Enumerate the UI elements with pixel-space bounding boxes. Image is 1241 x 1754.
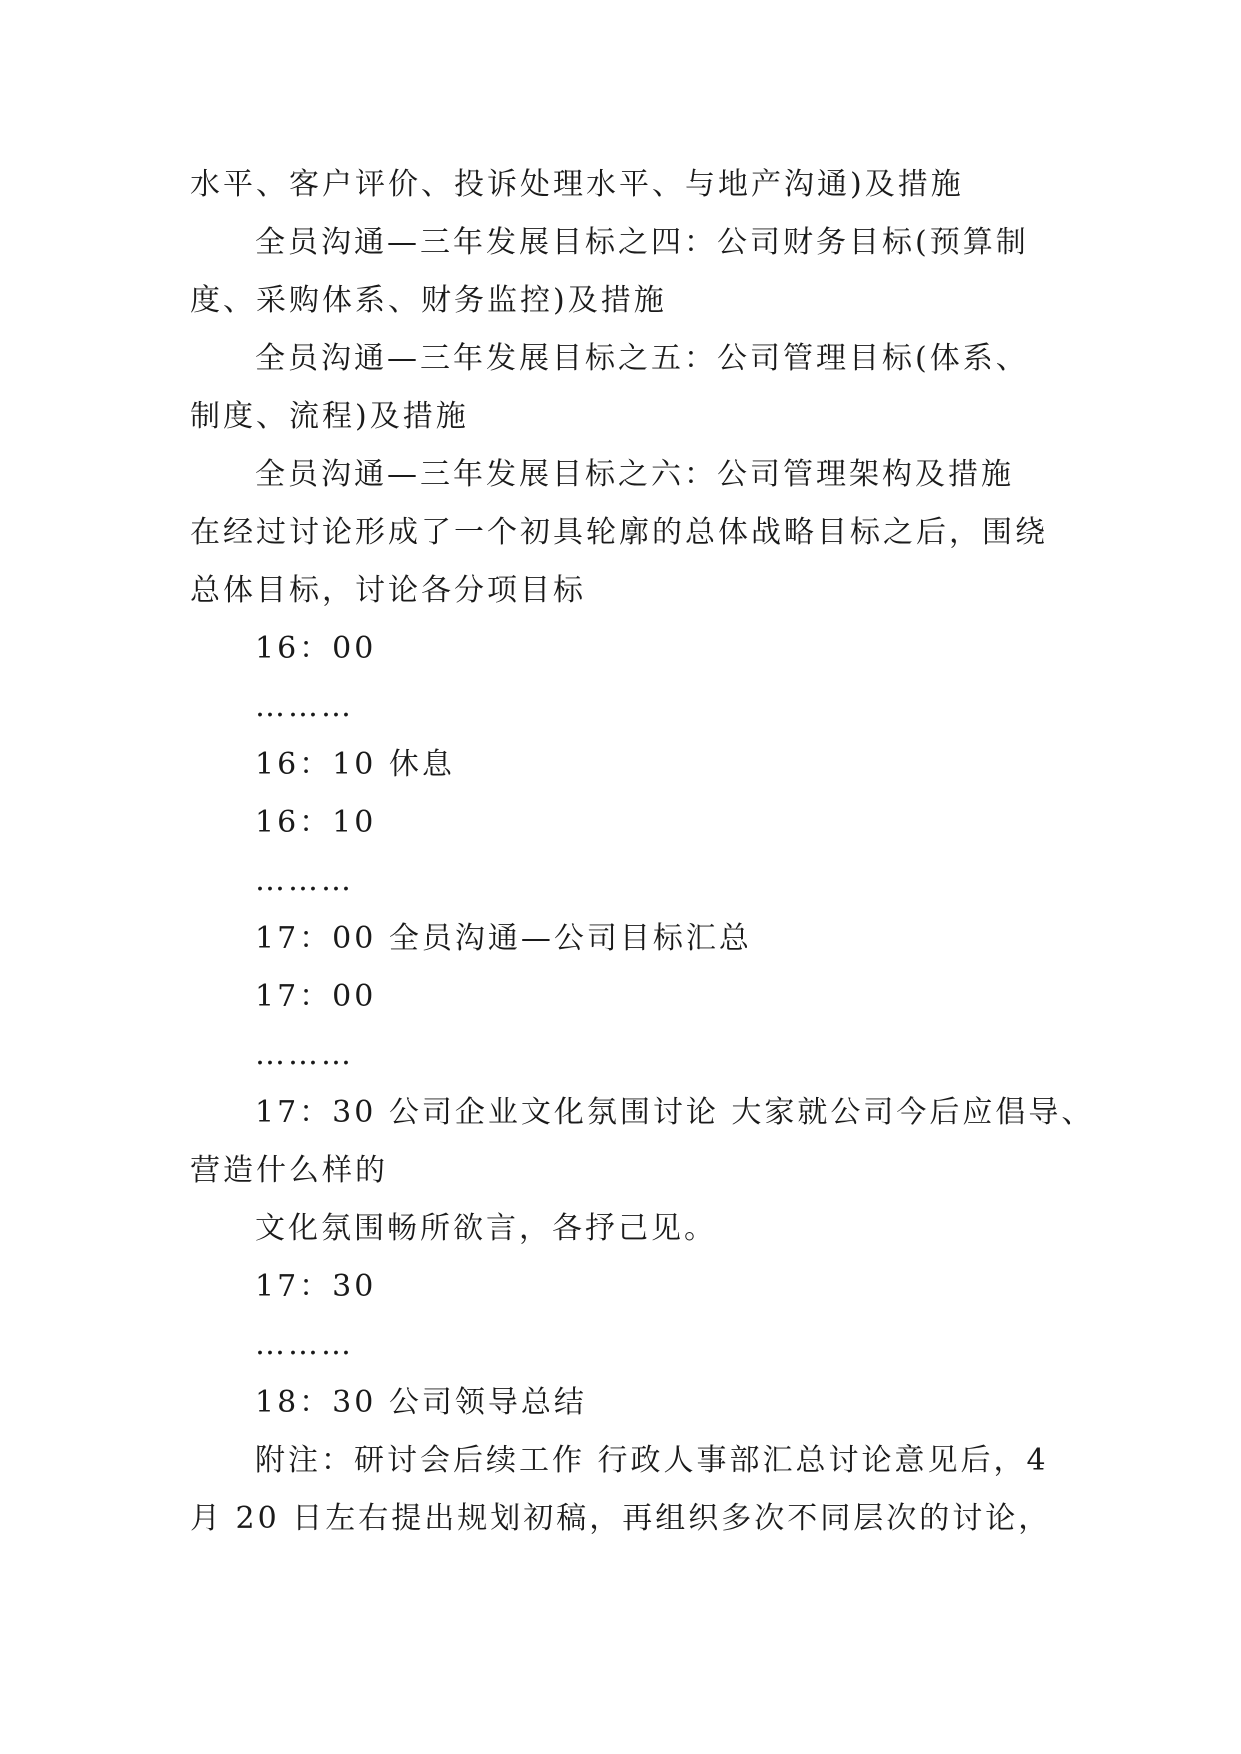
- text-line: 营造什么样的: [190, 1153, 388, 1188]
- text-line: 度、采购体系、财务监控)及措施: [190, 283, 667, 318]
- ellipsis-line: ………: [255, 1327, 354, 1362]
- text-line: 制度、流程)及措施: [190, 399, 469, 434]
- time-line: 16：10 休息: [255, 747, 455, 782]
- time-line: 17：30 公司企业文化氛围讨论 大家就公司今后应倡导、: [255, 1095, 1095, 1130]
- time-line: 16：10: [255, 805, 377, 840]
- ellipsis-line: ………: [255, 689, 354, 724]
- time-line: 16：00: [255, 631, 377, 666]
- ellipsis-line: ………: [255, 1037, 354, 1072]
- time-line: 18：30 公司领导总结: [255, 1385, 587, 1420]
- text-line: 总体目标，讨论各分项目标: [190, 573, 586, 608]
- text-line: 在经过讨论形成了一个初具轮廓的总体战略目标之后，围绕: [190, 515, 1048, 550]
- note-line: 附注：研讨会后续工作 行政人事部汇总讨论意见后，4: [255, 1443, 1049, 1478]
- time-line: 17：30: [255, 1269, 377, 1304]
- text-line: 水平、客户评价、投诉处理水平、与地产沟通)及措施: [190, 167, 964, 202]
- note-line: 月 20 日左右提出规划初稿，再组织多次不同层次的讨论，: [190, 1501, 1052, 1536]
- text-line: 全员沟通—三年发展目标之六：公司管理架构及措施: [255, 457, 1014, 492]
- time-line: 17：00 全员沟通—公司目标汇总: [255, 921, 752, 956]
- text-line: 文化氛围畅所欲言，各抒己见。: [255, 1211, 717, 1246]
- text-line: 全员沟通—三年发展目标之四：公司财务目标(预算制: [255, 225, 1029, 260]
- text-line: 全员沟通—三年发展目标之五：公司管理目标(体系、: [255, 341, 1029, 376]
- time-line: 17：00: [255, 979, 377, 1014]
- ellipsis-line: ………: [255, 863, 354, 898]
